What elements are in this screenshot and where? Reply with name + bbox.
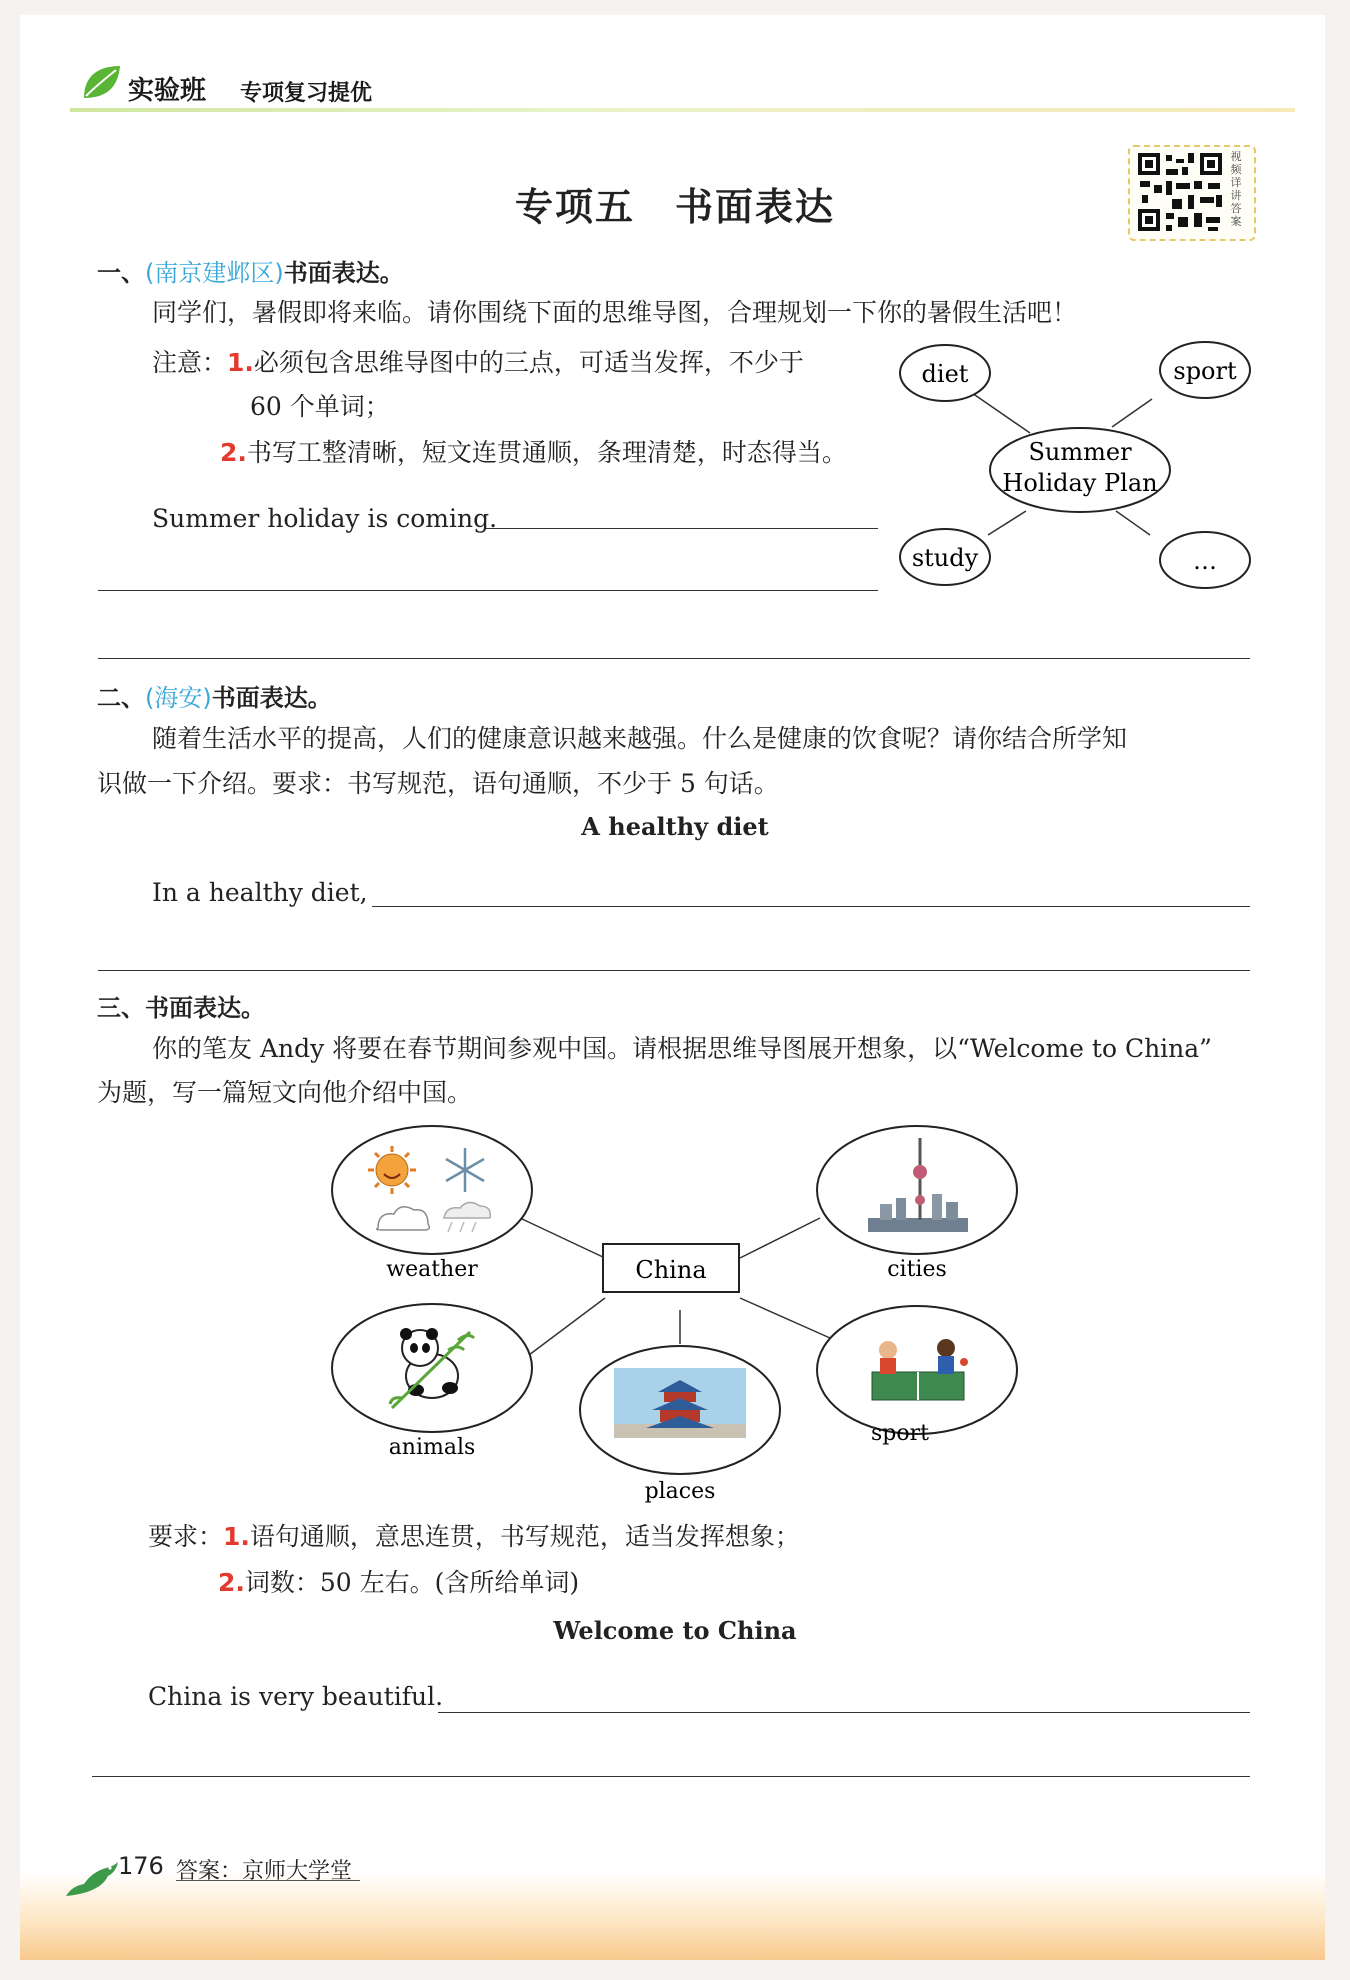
section3-essay-title: Welcome to China	[553, 1616, 797, 1645]
section2-heading	[97, 678, 332, 713]
leaf-logo-icon	[80, 62, 122, 106]
req1-number: 1.	[223, 1522, 250, 1551]
header-divider	[70, 108, 1295, 112]
section2-number: 二、	[97, 684, 145, 712]
section2-starter: In a healthy diet,	[152, 878, 368, 907]
section2-heading-text: 书面表达。	[211, 684, 332, 712]
animals-node	[332, 1304, 532, 1432]
answer-source: 答案：京师大学堂	[176, 1859, 353, 1884]
cities-node	[817, 1126, 1017, 1254]
rule1-number: 1.	[227, 348, 254, 377]
mindmap-center-line1: Summer	[1028, 438, 1132, 466]
answer-line[interactable]	[98, 658, 1250, 659]
rule2-number: 2.	[220, 438, 247, 467]
section1-region: (南京建邺区)	[145, 259, 284, 287]
qr-code-icon	[1136, 151, 1226, 235]
page-title: 专项五 书面表达	[514, 185, 835, 229]
mindmap-label-sport: sport	[1173, 357, 1237, 385]
requirement-label: 要求：	[148, 1522, 224, 1551]
section2-essay-title: A healthy diet	[581, 812, 769, 841]
mindmap-animals-label: animals	[388, 1435, 476, 1460]
section3-intro-line1: 你的笔友 Andy 将要在春节期间参观中国。请根据思维导图展开想象，以“Welcome to China”	[152, 1034, 1212, 1063]
answer-line[interactable]	[98, 590, 878, 591]
section1-heading	[97, 253, 404, 288]
section1-rule1	[152, 340, 804, 385]
brand-name: 实验班	[128, 76, 207, 106]
mindmap-label-study: study	[911, 544, 979, 572]
section1-intro: 同学们，暑假即将来临。请你围绕下面的思维导图，合理规划一下你的暑假生活吧！	[152, 298, 1078, 327]
answer-line[interactable]	[92, 1776, 1250, 1777]
section1-heading-text: 书面表达。	[283, 259, 404, 287]
places-node	[580, 1346, 780, 1474]
mindmap-weather-label: weather	[386, 1257, 478, 1282]
qr-label: 视频详讲答案	[1230, 150, 1242, 228]
req2-number: 2.	[218, 1568, 245, 1597]
dinosaur-mascot-icon	[62, 1858, 122, 1904]
china-mindmap	[320, 1118, 1020, 1503]
answer-line[interactable]	[438, 1712, 1250, 1713]
note-label: 注意：	[152, 348, 228, 377]
sport-node	[817, 1306, 1017, 1434]
mindmap-places-label: places	[644, 1479, 716, 1503]
rule1-text: 必须包含思维导图中的三点，可适当发挥，不少于	[253, 348, 804, 377]
mindmap-sport-label: sport	[871, 1421, 929, 1446]
section3-starter: China is very beautiful.	[148, 1682, 444, 1711]
section1-number: 一、	[97, 259, 145, 287]
summer-plan-mindmap	[890, 335, 1260, 595]
section2-intro-line1: 随着生活水平的提高，人们的健康意识越来越强。什么是健康的饮食呢？请你结合所学知	[152, 724, 1128, 753]
section3-heading	[97, 988, 265, 1023]
section3-intro-line2: 为题，写一篇短文向他介绍中国。	[97, 1078, 473, 1107]
req1-text: 语句通顺，意思连贯，书写规范，适当发挥想象；	[249, 1522, 800, 1551]
section3-heading-text: 书面表达。	[145, 994, 265, 1022]
section1-rule2	[220, 430, 847, 475]
rule2-text: 书写工整清晰，短文连贯通顺，条理清楚，时态得当。	[246, 438, 847, 467]
mindmap-center-line2: Holiday Plan	[1002, 469, 1158, 497]
answer-line[interactable]	[98, 970, 1250, 971]
mindmap-china-label: China	[635, 1256, 707, 1284]
answer-line[interactable]	[486, 528, 878, 529]
section2-region: (海安)	[145, 684, 212, 712]
answer-line[interactable]	[372, 906, 1250, 907]
answer-underline	[176, 1880, 360, 1881]
req2-text: 词数：50 左右。(含所给单词)	[244, 1568, 580, 1597]
section3-req1	[148, 1514, 800, 1559]
section3-number: 三、	[97, 994, 145, 1022]
section1-starter: Summer holiday is coming.	[152, 504, 498, 533]
temple-of-heaven-icon	[614, 1368, 746, 1438]
weather-node	[332, 1126, 532, 1254]
mindmap-label-more: …	[1193, 547, 1217, 575]
page-number: 176	[118, 1852, 164, 1880]
mindmap-label-diet: diet	[921, 360, 969, 388]
header-subtitle: 专项复习提优	[240, 81, 373, 106]
section3-req2	[218, 1560, 579, 1605]
mindmap-cities-label: cities	[887, 1257, 947, 1282]
section1-rule1-cont: 60 个单词；	[250, 392, 390, 421]
footer-band	[20, 1872, 1325, 1960]
section2-intro-line2: 识做一下介绍。要求：书写规范，语句通顺，不少于 5 句话。	[97, 769, 779, 798]
